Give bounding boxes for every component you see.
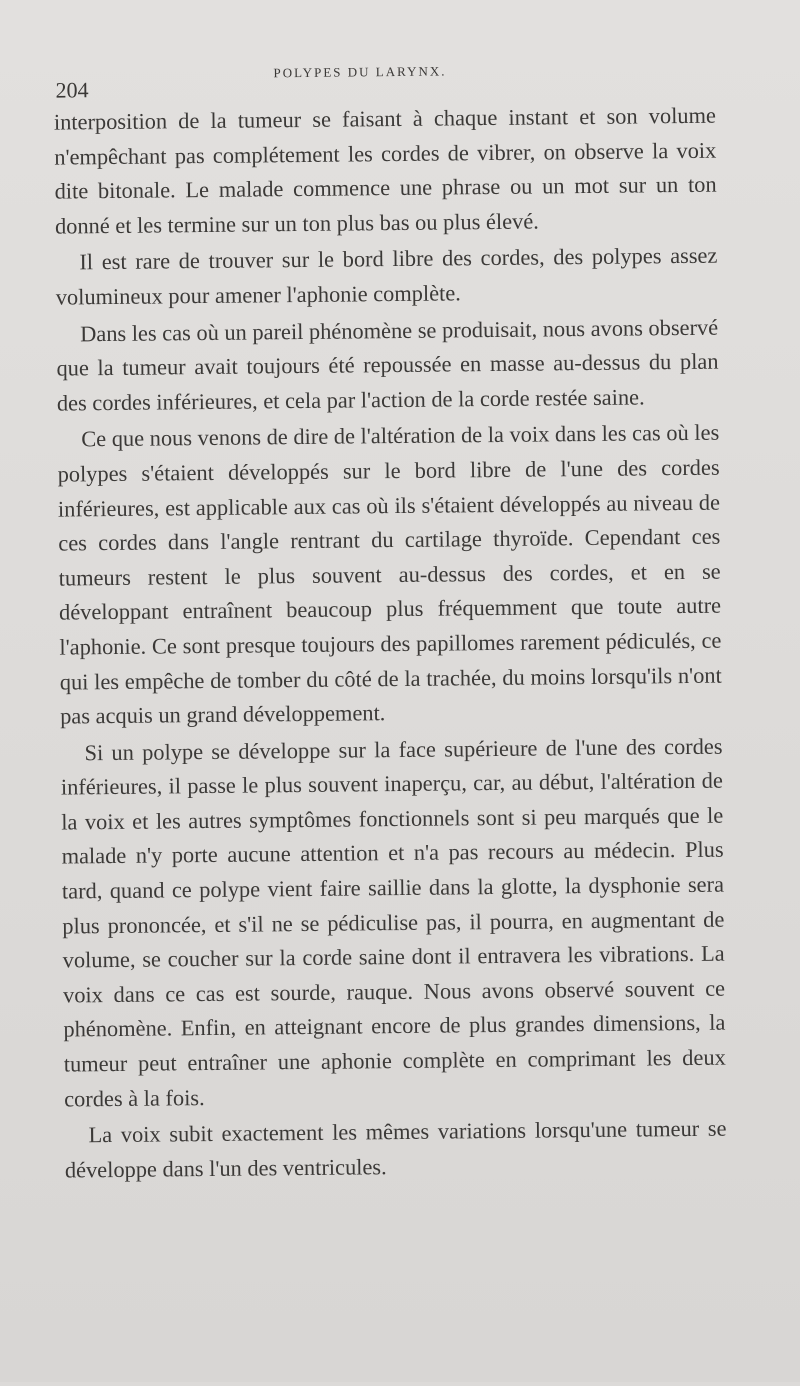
body-text bbox=[54, 99, 727, 1188]
paragraph: Si un polype se développe sur la face supérieure de l'une des cordes inférieures, il passe le plus souvent inaperçu, car, au début, l'altération de la voix et les autres symptômes fonctionnels sont si peu marqués que le malade n'y porte aucune attention et n'a pas recours au médecin. Plus tard, quand ce polype vient faire saillie dans la glotte, la dysphonie sera plus prononcée, et s'il ne se pédiculise pas, il pourra, en augmentant de volume, se coucher sur la corde saine dont il entravera les vibrations. La voix dans ce cas est sourde, rauque. Nous avons observé souvent ce phénomène. Enfin, en atteignant encore de plus grandes dimensions, la tumeur peut entraîner une aphonie complète en comprimant les deux cordes à la fois. bbox=[60, 733, 726, 1112]
page-number: 204 bbox=[55, 77, 89, 103]
paragraph-continuation: interposition de la tumeur se faisant à chaque instant et son volume n'empêchant pas complétement les cordes de vibrer, on observe la voix dite bitonale. Le malade commence une phrase ou un mot sur un ton donné et les termine sur un ton plus bas ou plus élevé. bbox=[53, 102, 717, 239]
running-title: POLYPES DU LARYNX. bbox=[273, 63, 447, 81]
page-header bbox=[55, 59, 715, 106]
paragraph: Il est rare de trouver sur le bord libre des cordes, des polypes assez volumineux pour amener l'aphonie complète. bbox=[55, 243, 718, 310]
paragraph: Ce que nous venons de dire de l'altération de la voix dans les cas où les polypes s'étaient développés sur le bord libre de l'une des cordes inférieures, est applicable aux cas où ils s'étaient développés au niveau de ces cordes dans l'angle rentrant du cartilage thyroïde. Cependant ces tumeurs restent le plus souvent au-dessus des cordes, et en se développant entraînent beaucoup plus fréquemment que toute autre l'aphonie. Ce sont presque toujours des papillomes rarement pédiculés, ce qui les empêche de tomber du côté de la trachée, du moins lorsqu'ils n'ont pas acquis un grand développement. bbox=[57, 419, 722, 729]
paragraph: La voix subit exactement les mêmes variations lorsqu'une tumeur se développe dans l'un des ventricules. bbox=[64, 1115, 727, 1183]
paragraph: Dans les cas où un pareil phénomène se produisait, nous avons observé que la tumeur avait toujours été repoussée en masse au-dessus du plan des cordes inférieures, et cela par l'action de la corde restée saine. bbox=[56, 314, 719, 416]
